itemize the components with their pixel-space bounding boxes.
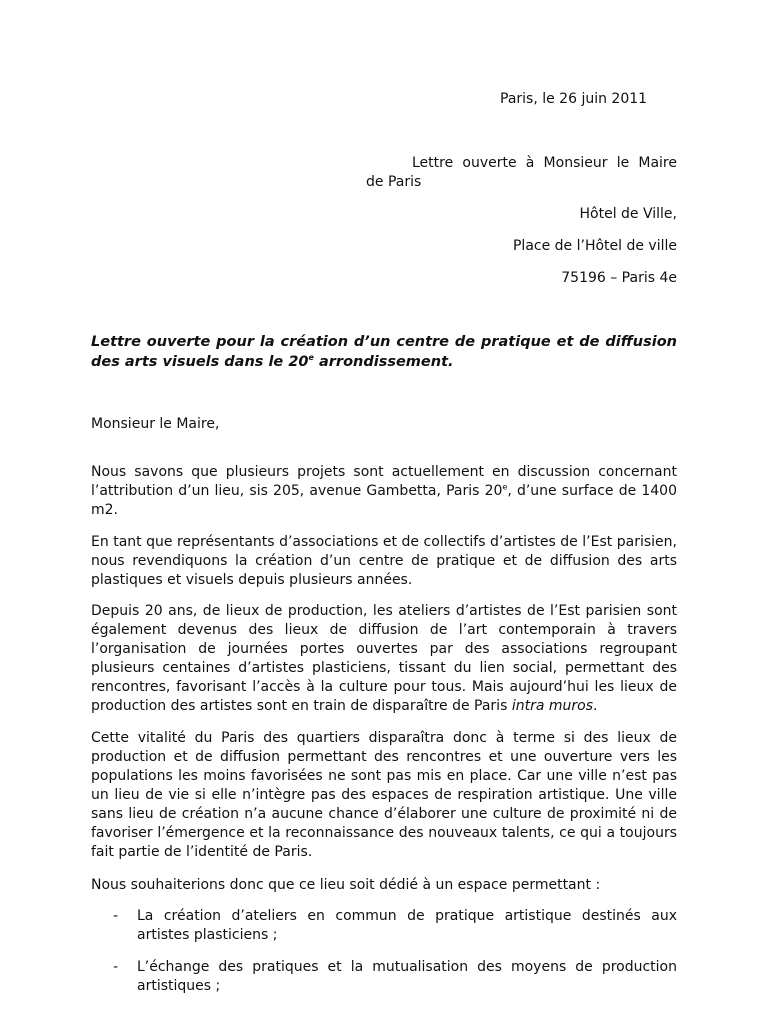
paragraph-2: En tant que représentants d’associations et de collectifs d’artistes de l’Est parisien, nous revendiquons la création d’un centre de pratique et de diffusion des arts plastiques et visuels depuis plusieurs années. — [91, 534, 677, 588]
bullet-text: La création d’ateliers en commun de pratique artistique destinés aux artistes plasticiens ; — [137, 908, 677, 943]
paragraph-3-text-a: Depuis 20 ans, de lieux de production, les ateliers d’artistes de l’Est parisien sont également devenus des lieux de diffusion de l’art contemporain à travers l’organisation de journées portes ouvertes par des associations regroupant plusieurs centaines d’artistes plasticiens, tissant du lien social, permettant des rencontres, favorisant l’accès à la culture pour tous. Mais aujourd’hui les lieux de production des artistes sont en train de disparaître de Paris — [91, 603, 677, 714]
paragraph-3 — [91, 602, 677, 716]
bullet-dash: - — [113, 959, 119, 975]
subject-superscript: e — [308, 353, 314, 363]
paragraph-4: Cette vitalité du Paris des quartiers disparaîtra donc à terme si des lieux de production et de diffusion permettant des rencontres et une ouverture vers les populations les moins favorisées ne sont pas mis en place. Car une ville n’est pas un lieu de vie si elle n’intègre pas des espaces de respiration artistique. Une ville sans lieu de création n’a aucune chance d’élaborer une culture de proximité ni de favoriser l’émergence et la reconnaissance des nouveaux talents, ce qui a toujours fait partie de l’identité de Paris. — [91, 730, 677, 860]
bullet-text: L’échange des pratiques et la mutualisation des moyens de production artistiques ; — [137, 959, 677, 994]
address-line-3: 75196 – Paris 4e — [561, 270, 677, 286]
subject-text-2: arrondissement. — [313, 354, 454, 370]
paragraph-3-text-b: . — [593, 698, 598, 714]
paragraph-1-text-b: , d’une surface de 1400 m2. — [91, 483, 677, 518]
list-item — [113, 958, 677, 996]
paragraph-1-superscript: e — [502, 482, 508, 492]
paragraph-1-text-a: Nous savons que plusieurs projets sont actuellement en discussion concernant l’attribution d’un lieu, sis 205, avenue Gambetta, Paris 20 — [91, 464, 677, 499]
subject-text-1: Lettre ouverte pour la création d’un centre de pratique et de diffusion des arts visuels dans le 20 — [91, 334, 677, 370]
letter-date: Paris, le 26 juin 2011 — [500, 91, 648, 107]
recipient-line-1: Lettre ouverte à Monsieur le Maire — [412, 155, 677, 171]
bullet-dash: - — [113, 908, 119, 924]
list-item — [113, 907, 677, 945]
paragraph-5: Nous souhaiterions donc que ce lieu soit dédié à un espace permettant : — [91, 877, 601, 893]
address-line-1: Hôtel de Ville, — [579, 206, 677, 222]
recipient-line-2: de Paris — [366, 174, 422, 190]
letter-subject — [91, 332, 677, 372]
address-line-2: Place de l’Hôtel de ville — [512, 238, 677, 254]
salutation: Monsieur le Maire, — [91, 416, 220, 432]
paragraph-1 — [91, 463, 677, 520]
paragraph-3-italic: intra muros — [511, 698, 593, 714]
